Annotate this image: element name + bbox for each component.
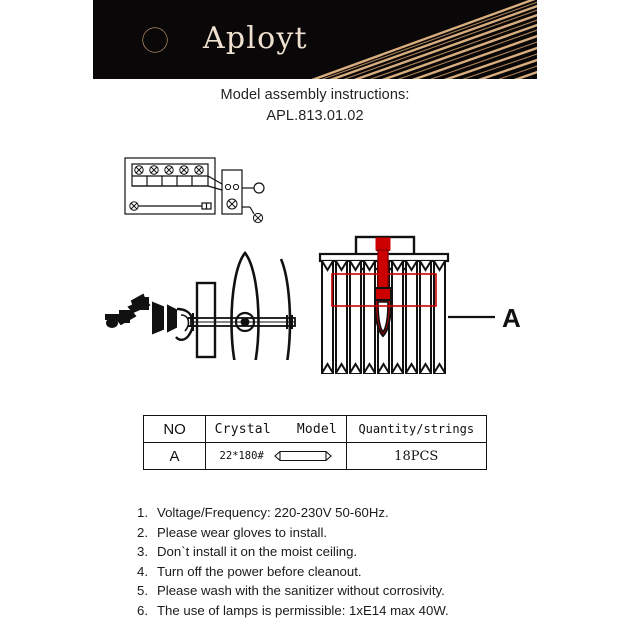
list-item	[126, 523, 546, 543]
cell-model-text: 22*180#	[219, 450, 264, 462]
list-item	[126, 601, 546, 621]
table-row	[144, 443, 487, 470]
list-item-number: 5.	[137, 583, 148, 598]
list-item-number: 2.	[137, 524, 148, 540]
cell-no: A	[144, 443, 206, 470]
cell-quantity: 18PCS	[346, 443, 486, 470]
brand-wordmark: Aployt	[203, 21, 308, 56]
header-crystal: Crystal	[214, 421, 271, 437]
cell-model	[206, 443, 346, 470]
header-crystal-model	[206, 416, 346, 443]
list-item-number: 6.	[137, 602, 148, 618]
callout-label-a: A	[502, 303, 521, 333]
header-model: Model	[296, 421, 337, 437]
sunburst-logo-icon	[118, 3, 192, 77]
brand-banner	[93, 0, 537, 79]
terminal-block-wiring-diagram	[120, 150, 270, 230]
header-quantity: Quantity/strings	[346, 416, 486, 443]
list-item-number: 4.	[137, 563, 148, 579]
header-no: NO	[144, 416, 206, 443]
list-item-text: Voltage/Frequency: 220-230V 50-60Hz.	[157, 505, 389, 520]
list-item	[126, 581, 546, 601]
page-title	[0, 86, 630, 126]
model-code: APL.813.01.02	[266, 108, 364, 124]
list-item-text: The use of lamps is permissible: 1xE14 max 40W.	[157, 602, 449, 618]
table-header-row	[144, 416, 487, 443]
side-assembly-view-diagram	[105, 245, 300, 360]
title-line-1: Model assembly instructions:	[220, 87, 410, 103]
corner-rays-icon	[281, 0, 537, 79]
list-item-text: Please wash with the sanitizer without corrosivity.	[157, 583, 445, 598]
list-item-text: Turn off the power before cleanout.	[157, 563, 362, 579]
crystal-rod-icon	[274, 450, 332, 462]
list-item-number: 1.	[137, 505, 148, 520]
front-crystal-shade-diagram	[312, 232, 527, 397]
bulb-highlight	[375, 238, 391, 336]
list-item	[126, 542, 546, 562]
parts-table	[143, 415, 487, 470]
instructions-list	[126, 503, 546, 620]
list-item-text: Don`t install it on the moist ceiling.	[157, 544, 358, 559]
list-item-text: Please wear gloves to install.	[157, 524, 328, 540]
list-item	[126, 503, 546, 523]
list-item-number: 3.	[137, 544, 148, 559]
list-item	[126, 562, 546, 582]
